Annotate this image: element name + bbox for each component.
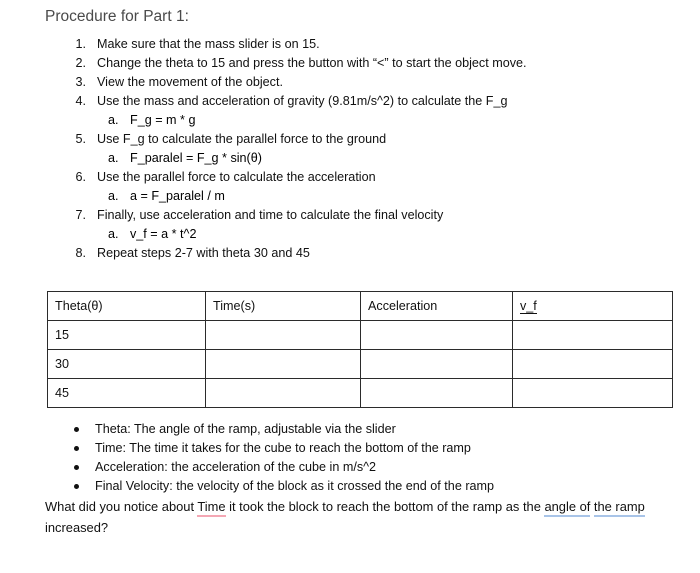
page-title: Procedure for Part 1:	[45, 8, 189, 25]
list-item-number: 2.	[75, 56, 86, 70]
cell-theta: 15	[48, 321, 206, 350]
list-item	[0, 458, 700, 477]
definition-text: Acceleration: the acceleration of the cube in m/s^2	[95, 460, 377, 474]
column-header-acceleration: Acceleration	[361, 292, 513, 321]
sub-list-item-letter: a.	[108, 113, 119, 127]
list-item	[0, 439, 700, 458]
sub-list-item	[0, 225, 700, 244]
question-text-part2: it took the block to reach the bottom of the ramp as the	[225, 499, 545, 514]
list-item-text: Use F_g to calculate the parallel force to the ground	[97, 132, 387, 146]
cell-vf[interactable]	[513, 321, 673, 350]
list-item	[0, 244, 700, 263]
table-row	[48, 350, 673, 379]
question-text-part1: What did you notice about	[45, 499, 198, 514]
cell-acceleration[interactable]	[361, 379, 513, 408]
list-item-text: Use the mass and acceleration of gravity (9.81m/s^2) to calculate the F_g	[97, 94, 508, 108]
cell-vf[interactable]	[513, 350, 673, 379]
list-item-text: Change the theta to 15 and press the button with “<” to start the object move.	[97, 56, 527, 70]
cell-theta: 45	[48, 379, 206, 408]
cell-theta: 30	[48, 350, 206, 379]
list-item-text: Repeat steps 2-7 with theta 30 and 45	[97, 246, 310, 260]
table-row	[48, 321, 673, 350]
cell-time[interactable]	[206, 321, 361, 350]
closing-question	[45, 496, 685, 538]
bullet-icon	[74, 465, 79, 470]
list-item-text: Finally, use acceleration and time to calculate the final velocity	[97, 208, 444, 222]
list-item	[0, 73, 700, 92]
question-highlight-time: Time	[197, 499, 225, 517]
column-header-theta: Theta(θ)	[48, 292, 206, 321]
sub-list-item-letter: a.	[108, 227, 119, 241]
procedure-list	[0, 35, 700, 263]
sub-list-item	[0, 111, 700, 130]
list-item-number: 5.	[75, 132, 86, 146]
column-header-vf-label: v_f	[520, 299, 537, 313]
sub-list-item-letter: a.	[108, 189, 119, 203]
results-table	[47, 291, 673, 408]
list-item-number: 3.	[75, 75, 86, 89]
cell-time[interactable]	[206, 379, 361, 408]
table-row	[48, 379, 673, 408]
list-item-number: 1.	[75, 37, 86, 51]
list-item-number: 6.	[75, 170, 86, 184]
definition-text: Theta: The angle of the ramp, adjustable via the slider	[95, 422, 396, 436]
question-highlight-angle-line2: the ramp	[594, 499, 645, 517]
column-header-vf	[513, 292, 673, 321]
sub-list-item	[0, 187, 700, 206]
bullet-icon	[74, 427, 79, 432]
list-item	[0, 206, 700, 225]
sub-list-item-text: F_paralel = F_g * sin(θ)	[130, 151, 262, 165]
column-header-time: Time(s)	[206, 292, 361, 321]
list-item-text: View the movement of the object.	[97, 75, 283, 89]
sub-list-item	[0, 149, 700, 168]
list-item-number: 8.	[75, 246, 86, 260]
question-text-part4: increased?	[45, 520, 109, 535]
list-item	[0, 168, 700, 187]
list-item	[0, 420, 700, 439]
cell-vf[interactable]	[513, 379, 673, 408]
list-item	[0, 130, 700, 149]
definition-text: Time: The time it takes for the cube to reach the bottom of the ramp	[95, 441, 471, 455]
sub-list-item-text: a = F_paralel / m	[130, 189, 225, 203]
bullet-icon	[74, 446, 79, 451]
cell-acceleration[interactable]	[361, 350, 513, 379]
table-header-row	[48, 292, 673, 321]
list-item-text: Make sure that the mass slider is on 15.	[97, 37, 320, 51]
question-highlight-angle-line1: angle of	[544, 499, 590, 517]
list-item-number: 4.	[75, 94, 86, 108]
bullet-icon	[74, 484, 79, 489]
sub-list-item-text: F_g = m * g	[130, 113, 196, 127]
list-item	[0, 477, 700, 496]
definitions-list	[0, 420, 700, 496]
cell-time[interactable]	[206, 350, 361, 379]
list-item	[0, 54, 700, 73]
sub-list-item-text: v_f = a * t^2	[130, 227, 197, 241]
list-item	[0, 35, 700, 54]
list-item	[0, 92, 700, 111]
list-item-number: 7.	[75, 208, 86, 222]
list-item-text: Use the parallel force to calculate the acceleration	[97, 170, 376, 184]
sub-list-item-letter: a.	[108, 151, 119, 165]
definition-text: Final Velocity: the velocity of the block as it crossed the end of the ramp	[95, 479, 495, 493]
cell-acceleration[interactable]	[361, 321, 513, 350]
